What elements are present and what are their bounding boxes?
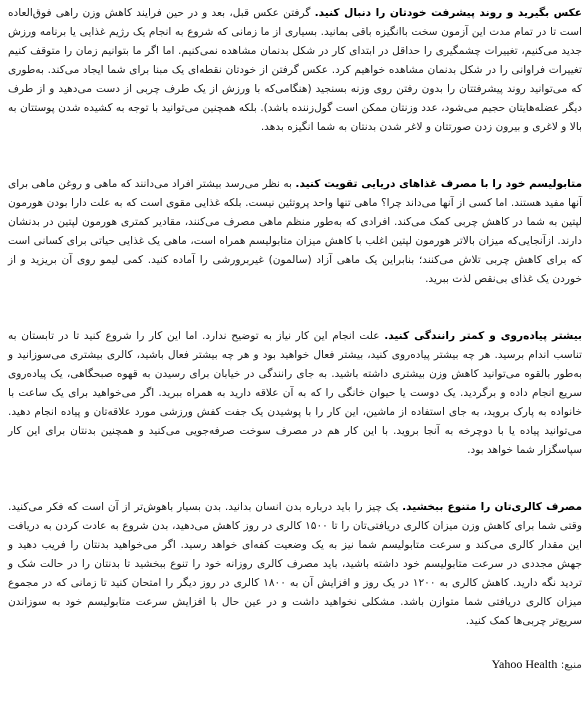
source-name: Yahoo Health — [491, 657, 558, 671]
paragraph-heading: عکس بگیرید و روند پیشرفت خودتان را دنبال کنید. — [314, 7, 583, 19]
source-credit — [8, 655, 582, 675]
paragraph-text: علت انجام این کار نیاز به توضیح ندارد. اما این کار را شروع کنید تا در تابستان به تناسب اندام برسید. هر چه بیشتر پیاده‌روی کنید، بیشتر فعال خواهید بود و هر چه بیشتر فعال باشید، کالری بیشتری می‌سوزانید و به‌طور بالقوه می‌توانید کاهش وزن بیشتری داشته باشید. به جای رانندگی در خیابان برای رسیدن به قهوه صبحگاهی، یک پیاده‌روی سریع انجام داده و برگردید. یک دوست یا حیوان خانگی را که به آن علاقه دارید به همراه ببرید. اگر می‌خواهید برای یک ساعت با خانواده به پارک بروید، به جای استفاده از ماشین، این کار را با پوشیدن یک جفت کفش ورزشی مورد علاقه‌تان و پیاده انجام دهید. می‌توانید پیاده یا با دوچرخه به آنجا بروید. با این کار هم در مصرف سوخت صرفه‌جویی می‌کنید و همچنین بدنتان برای این کار سپاسگزار شما خواهد بود. — [8, 330, 582, 456]
paragraph-heading: متابولیسم خود را با مصرف غذاهای دریایی تقویت کنید. — [295, 178, 582, 190]
paragraph-walk-more — [8, 327, 582, 460]
paragraph-text: یک چیز را باید درباره بدن انسان بدانید. بدن بسیار باهوش‌تر از آن است که فکر می‌کنید. وقتی شما برای کاهش وزن میزان کالری دریافتی‌تان را تا ۱۵۰۰ کالری در روز کاهش می‌دهید، بدن شروع به عادت کردن به دریافت این مقدار کالری می‌کند و سرعت متابولیسم شما نیز به یک وضعیت کفه‌ای خواهد رسید. اگر می‌خواهید بدنتان را فریب دهید و جهش مجددی در سرعت متابولیسم خود داشته باشید، باید مصرف کالری روزانه خود را تنوع ببخشید تا بدنتان را در حالت شک و تردید نگه دارید. کاهش کالری به ۱۲۰۰ در یک روز و افزایش آن به ۱۸۰۰ کالری در روز دیگر را امتحان کنید تا زمانی که در مجموع میزان کالری دریافتی شما متوازن باشد. مشکلی نخواهید داشت و در عین حال با افزایش سرعت متابولیسم خود به سوزاندن سریع‌تر چربی‌ها کمک کنید. — [8, 501, 582, 627]
source-label: منبع: — [557, 659, 582, 671]
paragraph-heading: مصرف کالری‌تان را متنوع ببخشید. — [402, 501, 583, 513]
article-body — [8, 4, 582, 675]
paragraph-vary-calories — [8, 498, 582, 631]
paragraph-progress-photos — [8, 4, 582, 137]
paragraph-heading: بیشتر پیاده‌روی و کمتر رانندگی کنید. — [384, 330, 583, 342]
paragraph-seafood-metabolism — [8, 175, 582, 289]
paragraph-text: گرفتن عکس قبل، بعد و در حین فرایند کاهش وزن راهی فوق‌العاده است تا در تمام مدت این آزمون سخت باانگیزه باقی بمانید. بسیاری از ما زمانی که شروع به انجام یک رژیم غذایی یا برنامه ورزش جدید می‌کنیم، تغییرات چشمگیری را حداقل در ابتدای کار در شکل بدنمان مشاهده نمی‌کنیم. اما اگر ما بتوانیم زمان را متوقف کنیم تغییرات فراوانی را در شکل بدنمان مشاهده خواهیم کرد. عکس گرفتن از خودتان نقطه‌ای یک مبنا برای شما ایجاد می‌کند. به‌طوری که می‌توانید روند پیشرفتتان را بدون رفتن روی وزنه بسنجید (هنگامی‌که با ورزش از یک طرف چربی از دست می‌دهید و از طرف دیگر عضله‌هایتان حجیم می‌شود، عدد وزنتان ممکن است گول‌زننده باشد). بلکه همچنین می‌توانید با توجه به کشیده شدن پوستتان به بالا و لاغری و بیرون زدن صورتتان و لاغر شدن بدنتان به شما انگیزه بدهد. — [8, 7, 582, 133]
paragraph-text: به نظر می‌رسد بیشتر افراد می‌دانند که ماهی و روغن ماهی برای آنها مفید هستند. اما کسی از آنها می‌داند چرا؟ ماهی تنها واحد پروتئین نیست. بلکه غذایی مقوی است که به علت دارا بودن هورمون لپتین به شما در کاهش چربی کمک می‌کند. افرادی که به‌طور منظم ماهی مصرف می‌کنند، مقادیر کمتری هورمون لپتین در بدنشان دارند. ازآنجایی‌که میزان بالاتر هورمون لپتین اغلب با کاهش میزان متابولیسم همراه است، ماهی یک غذایی حیاتی برای کسانی است که برای کاهش چربی تلاش می‌کنند؛ بنابراین یک ماهی آزاد (سالمون) غیربرورشی را آماده کنید. کمی لیمو روی آن بریزید و از خوردن یک غذای بی‌نقص لذت ببرید. — [8, 178, 582, 285]
